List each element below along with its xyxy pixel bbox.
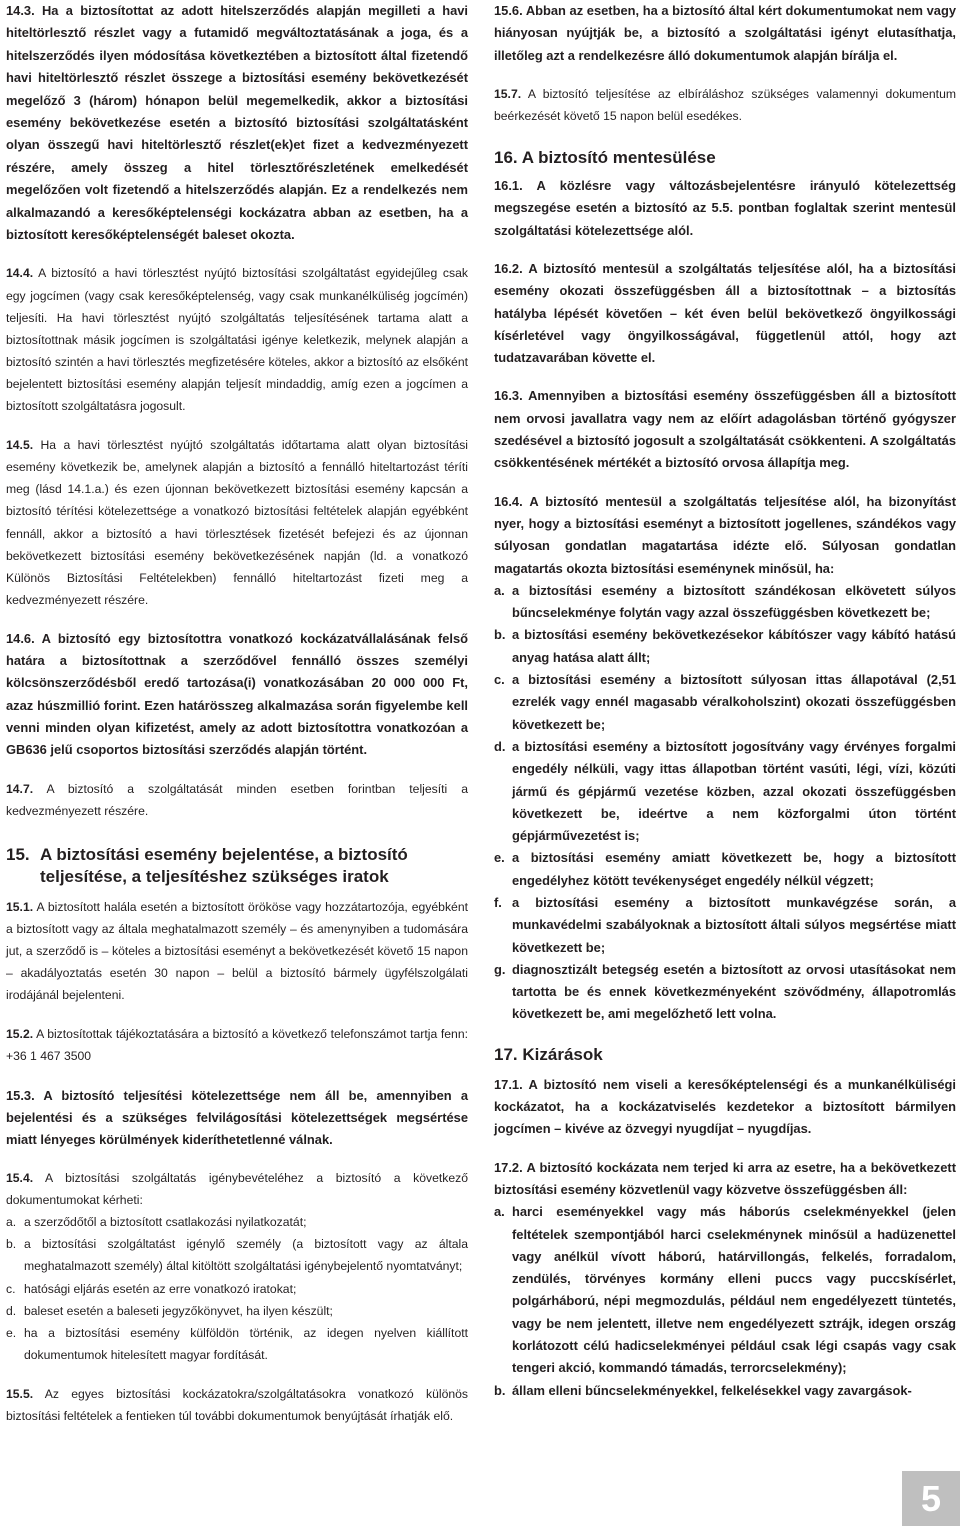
section-number: 14.7. (6, 781, 34, 796)
heading-number: 16. (494, 148, 518, 168)
item-label: a. (494, 1204, 505, 1220)
heading-title: Kizárások (522, 1044, 603, 1064)
item-label: c. (494, 672, 505, 688)
section-number: 14.3. (6, 3, 35, 18)
list-item (494, 847, 956, 892)
section-number: 14.5. (6, 438, 34, 453)
item-text: ha a biztosítási esemény külföldön történik, az idegen nyelven kiállított dokumentumok hitelesített magyar fordítását. (24, 1325, 468, 1362)
section-text: A biztosító a szolgáltatását minden esetben forintban teljesíti a kedvezményezett részére. (6, 781, 468, 818)
section-15-2 (6, 1023, 468, 1067)
section-text: A biztosító teljesítése az elbíráláshoz szükséges valamennyi dokumentum beérkezését követő 15 napon belül esedékes. (494, 86, 957, 123)
section-14-6 (6, 628, 468, 762)
heading-number: 17. (494, 1044, 518, 1064)
item-text: baleset esetén a baleseti jegyzőkönyvet, ha ilyen készült; (24, 1303, 333, 1318)
item-text: a biztosítási esemény amiatt következett be, hogy a biztosított engedélyhez kötött tevékenységet engedély nélkül végzett; (512, 850, 956, 888)
section-number: 15.6. (494, 3, 523, 18)
section-number: 14.4. (6, 266, 34, 281)
section-15-4 (6, 1167, 468, 1211)
heading-number: 15. (6, 844, 30, 864)
gross-negligence-list (494, 580, 956, 1026)
section-number: 16.3. (494, 388, 523, 404)
section-number: 16.2. (494, 260, 523, 276)
section-number: 15.4. (6, 1171, 34, 1186)
section-number: 16.1. (494, 178, 523, 194)
list-item (6, 1322, 468, 1366)
right-column (494, 0, 956, 1415)
section-number: 15.2. (6, 1027, 34, 1042)
item-label: g. (494, 961, 506, 977)
section-14-4 (6, 262, 468, 417)
section-text: A biztosító a havi törlesztést nyújtó biztosítási szolgáltatást egyidejűleg csak egy jogcímen (vagy csak keresőképtelenség, vagy csak munkanélküliség jogcímén) teljesíti. Ha havi törlesztést nyújtó szolgáltatás teljesítésének tartama alatt a biztosítottnak másik jogcímen is szolgáltatási igénye keletkezik, melynek alapján a biztosító szintén a havi törlesztés megfizetésére köteles, akkor a biztosító az elsőként bejelentett biztosítási esemény alapján teljesít mindaddig, amíg ezen a jogcímen a biztosított szolgáltatásra jogosult. (6, 266, 468, 414)
section-15-1 (6, 896, 468, 1006)
list-item (494, 1201, 956, 1379)
item-text: állam elleni bűncselekményekkel, felkelésekkel vagy zavargások- (512, 1382, 912, 1398)
section-text: A biztosított halála esetén a biztosított örököse vagy hozzátartozója, egyébként a biztosított vagy az általa meghatalmazott személy – és amenynyiben a tudomására jut, a szerződő is – köteles a biztosítási eseményt a bekövetkezését követő 15 napon – akadályoztatás esetén 30 napon – belül a biztosító bármely ügyfélszolgálati irodájánál bejelenteni. (6, 899, 468, 1003)
list-item (494, 736, 956, 847)
item-label: d. (494, 738, 506, 754)
section-14-5 (6, 434, 468, 611)
left-column (6, 0, 468, 1440)
section-text: Ha a havi törlesztést nyújtó szolgáltatás időtartama alatt olyan biztosítási esemény következik be, amelynek alapján a biztosító a fennálló hiteltartozást téríti meg (lásd 14.1.a.) és ezen újonnan bekövetkezett biztosítási esemény kapcsán a biztosító térítési kötelezettsége a vonatkozó biztosítási feltételek alapján egyébként fennáll, akkor a biztosító a havi törlesztések fizetését befejezi és az újonnan bekövetkezett biztosítási esemény bekövetkezésének napján (ld. a vonatkozó Különös Biztosítási Feltételekben) fennálló hiteltartozást fizeti meg a kedvezményezett részére. (6, 438, 468, 607)
item-text: hatósági eljárás esetén az erre vonatkozó iratokat; (24, 1281, 297, 1296)
section-17-heading (494, 1044, 956, 1066)
section-15-6 (494, 0, 956, 67)
item-text: a szerződőtől a biztosított csatlakozási nyilatkozatát; (24, 1215, 307, 1230)
section-number: 14.6. (6, 630, 35, 646)
item-label: a. (6, 1215, 17, 1230)
section-16-2 (494, 258, 956, 369)
list-item (6, 1211, 468, 1233)
section-text: A biztosító kockázata nem terjed ki arra az esetre, ha a bekövetkezett biztosítási esemény közvetlenül vagy közvetve összefüggésben áll: (494, 1159, 957, 1197)
section-14-7 (6, 778, 468, 822)
section-15-7 (494, 83, 956, 127)
section-16-4 (494, 491, 956, 580)
heading-title: A biztosító mentesülése (521, 148, 716, 168)
document-list (6, 1211, 468, 1366)
item-text: a biztosítási szolgáltatást igénylő személy (a biztosított vagy az általa meghatalmazott személy) által kitöltött szolgáltatási igénybejelentő nyomtatványt; (24, 1237, 468, 1274)
list-item (494, 580, 956, 625)
section-15-heading (6, 844, 468, 888)
section-number: 15.3. (6, 1087, 35, 1103)
section-17-2 (494, 1157, 956, 1202)
section-number: 15.7. (494, 86, 522, 101)
section-number: 17.1. (494, 1076, 523, 1092)
list-item (6, 1278, 468, 1300)
section-text: Az egyes biztosítási kockázatokra/szolgáltatásokra vonatkozó különös biztosítási feltételek a fentieken túl további dokumentumok benyújtását írhatják elő. (6, 1386, 469, 1424)
list-item (6, 1233, 468, 1277)
list-item (494, 959, 956, 1026)
section-number: 16.4. (494, 493, 523, 509)
section-text: Ha a biztosítottat az adott hitelszerződés alapján megilleti a havi hiteltörlesztő részlet vagy a futamidő megváltoztatásának a joga, és a hitelszerződés ilyen módosítása következtében a biztosított által fizetendő havi hiteltörlesztő részlet összege a biztosítási esemény bekövetkezését megelőző 3 (három) hónapon belül megemelkedik, akkor a biztosítási esemény bekövetkezése esetén a biztosító biztosítási szolgáltatásként olyan összegű havi hiteltörlesztő részlet(ek)et fizet a kedvezményezett részére, amely összeg a hitel törlesztőrészletének emelkedését megelőzően volt fizetendő a hitelszerződés alapján. Ez a rendelkezés nem alkalmazandó a keresőképtelenségi kockázatra abban az esetben, ha a biztosított keresőképtelenségét baleset okozta. (6, 3, 468, 243)
item-text: a biztosítási esemény a biztosított jogosítvány vagy érvényes forgalmi engedély nélküli, vagy ittas állapotban történt vasúti, légi, vízi, közúti jármű és gépjármű vezetése közben, azzal okozati összefüggésben következett be, ideértve a nem közforgalmi úton történt gépjárművezetést is; (512, 738, 956, 844)
section-14-3 (6, 0, 468, 246)
section-17-1 (494, 1074, 956, 1141)
section-15-5 (6, 1383, 468, 1427)
item-label: d. (6, 1303, 17, 1318)
item-label: c. (6, 1281, 16, 1296)
list-item (494, 892, 956, 959)
section-text: A biztosító teljesítési kötelezettsége nem áll be, amennyiben a bejelentési és a szükséges felvilágosítási kötelezettségek megsértése miatt lényeges körülmények kideríthetetlenné válnak. (6, 1087, 468, 1147)
section-text: A biztosítottak tájékoztatására a biztosító a következő telefonszámot tartja fenn: +36 1 467 3500 (6, 1027, 468, 1064)
section-16-heading (494, 147, 956, 169)
list-item (494, 624, 956, 669)
list-item (6, 1300, 468, 1322)
section-text: Abban az esetben, ha a biztosító által kért dokumentumokat nem vagy hiányosan nyújtják be, a biztosító a szolgáltatási igényt elutasíthatja, illetőleg azt a rendelkezésre álló dokumentumok alapján bírálja el. (494, 3, 956, 63)
section-text: Amennyiben a biztosítási esemény összefüggésben áll a biztosított nem orvosi javallatra vagy nem az előírt adagolásban történő gyógyszer szedésével a biztosító jogosult a szolgáltatását csökkenteni. A szolgáltatás csökkentésének mértékét a biztosító orvosa állapítja meg. (494, 388, 956, 471)
item-text: harci eseményekkel vagy más háborús cselekményekkel (jelen feltételek szempontjából harci cselekménynek minősül a hadüzenettel vagy anélkül vívott háború, határvillongás, felkelés, forradalom, zendülés, törvényes kormány elleni puccs vagy puccskísérlet, polgárháború, népi megmozdulás, például nem engedélyezett tüntetés, vagy be nem jelentett, illetve nem engedélyezett sztrájk, idegen ország korlátozott célú hadicselekményei például csak légi csapás vagy csak tengeri akció, kommandó támadás, terrorcselekmény); (512, 1204, 956, 1376)
heading-title: A biztosítási esemény bejelentése, a biztosító teljesítése, a teljesítéshez szükséges iratok (40, 844, 408, 886)
item-text: a biztosítási esemény a biztosított szándékosan elkövetett súlyos bűncselekménye folytán vagy azzal összefüggésben következett be; (512, 582, 956, 621)
item-label: b. (494, 1382, 506, 1398)
section-text: A biztosító egy biztosítottra vonatkozó kockázatvállalásának felső határa a biztosítottnak a szerződővel fennálló összes személyi kölcsönszerződésből eredő tartozása(i) vonatkozásában 20 000 000 Ft, azaz húszmillió forint. Ezen határösszeg alkalmazása során figyelembe kell venni minden olyan kifizetést, amely az adott biztosítottra vonatkozóan a GB636 jelű csoportos biztosítási szerződés alapján történt. (6, 630, 468, 758)
page-number: 5 (902, 1471, 960, 1526)
section-number: 15.5. (6, 1386, 34, 1401)
item-text: a biztosítási esemény bekövetkezésekor kábítószer vagy kábító hatású anyag hatása alatt állt; (512, 627, 956, 665)
item-text: diagnosztizált betegség esetén a biztosított az orvosi utasításokat nem tartotta be és ennek következményeként szövődmény, állapotromlás következett be, ami megelőzhető lett volna. (512, 961, 956, 1022)
section-text: A biztosítási szolgáltatás igénybevételéhez a biztosító a következő dokumentumokat kérheti: (6, 1171, 468, 1208)
section-number: 17.2. (494, 1159, 523, 1175)
item-label: e. (494, 850, 505, 866)
item-label: f. (494, 894, 502, 910)
section-16-3 (494, 385, 956, 474)
list-item (494, 669, 956, 736)
section-number: 15.1. (6, 899, 34, 914)
item-label: b. (494, 627, 506, 643)
exclusions-list (494, 1201, 956, 1402)
item-label: b. (6, 1237, 17, 1252)
section-15-3 (6, 1085, 468, 1152)
item-label: e. (6, 1325, 17, 1340)
section-text: A közlésre vagy változásbejelentésre irányuló kötelezettség megszegése esetén a biztosító az 5.5. pontban foglaltak szerint mentesül szolgáltatási kötelezettsége alól. (494, 178, 956, 238)
item-label: a. (494, 582, 505, 598)
section-text: A biztosító mentesül a szolgáltatás teljesítése alól, ha bizonyítást nyer, hogy a biztosítási eseményt a biztosított jogellenes, szándékos vagy súlyosan gondatlan magatartása idézte elő. Súlyosan gondatlan magatartás okozta biztosítási eseménynek minősül, ha: (494, 493, 957, 576)
section-text: A biztosító mentesül a szolgáltatás teljesítése alól, ha a biztosítási esemény okozati összefüggésben áll a biztosítottnak – a biztosítás hatályba lépését követően – két éven belül bekövetkező öngyilkossági kísérletével vagy öngyilkosságával, függetlenül attól, hogy azt tudatzavarában követte el. (494, 260, 956, 366)
list-item (494, 1380, 956, 1402)
item-text: a biztosítási esemény a biztosított munkavégzése során, a munkavédelmi szabályoknak a biztosított általi súlyos megsértése miatt következett be; (512, 894, 956, 955)
section-16-1 (494, 175, 956, 242)
section-text: A biztosító nem viseli a keresőképtelenségi és a munkanélküliségi kockázatot, ha a kockázatviselés kezdetekor a biztosított bármilyen jogcímen – kivéve az özvegyi nyugdíjat – nyugdíjas. (494, 1076, 956, 1137)
item-text: a biztosítási esemény a biztosított súlyosan ittas állapotával (2,51 ezrelék vagy ennél magasabb véralkoholszint) okozati összefüggésben következett be; (512, 672, 956, 732)
